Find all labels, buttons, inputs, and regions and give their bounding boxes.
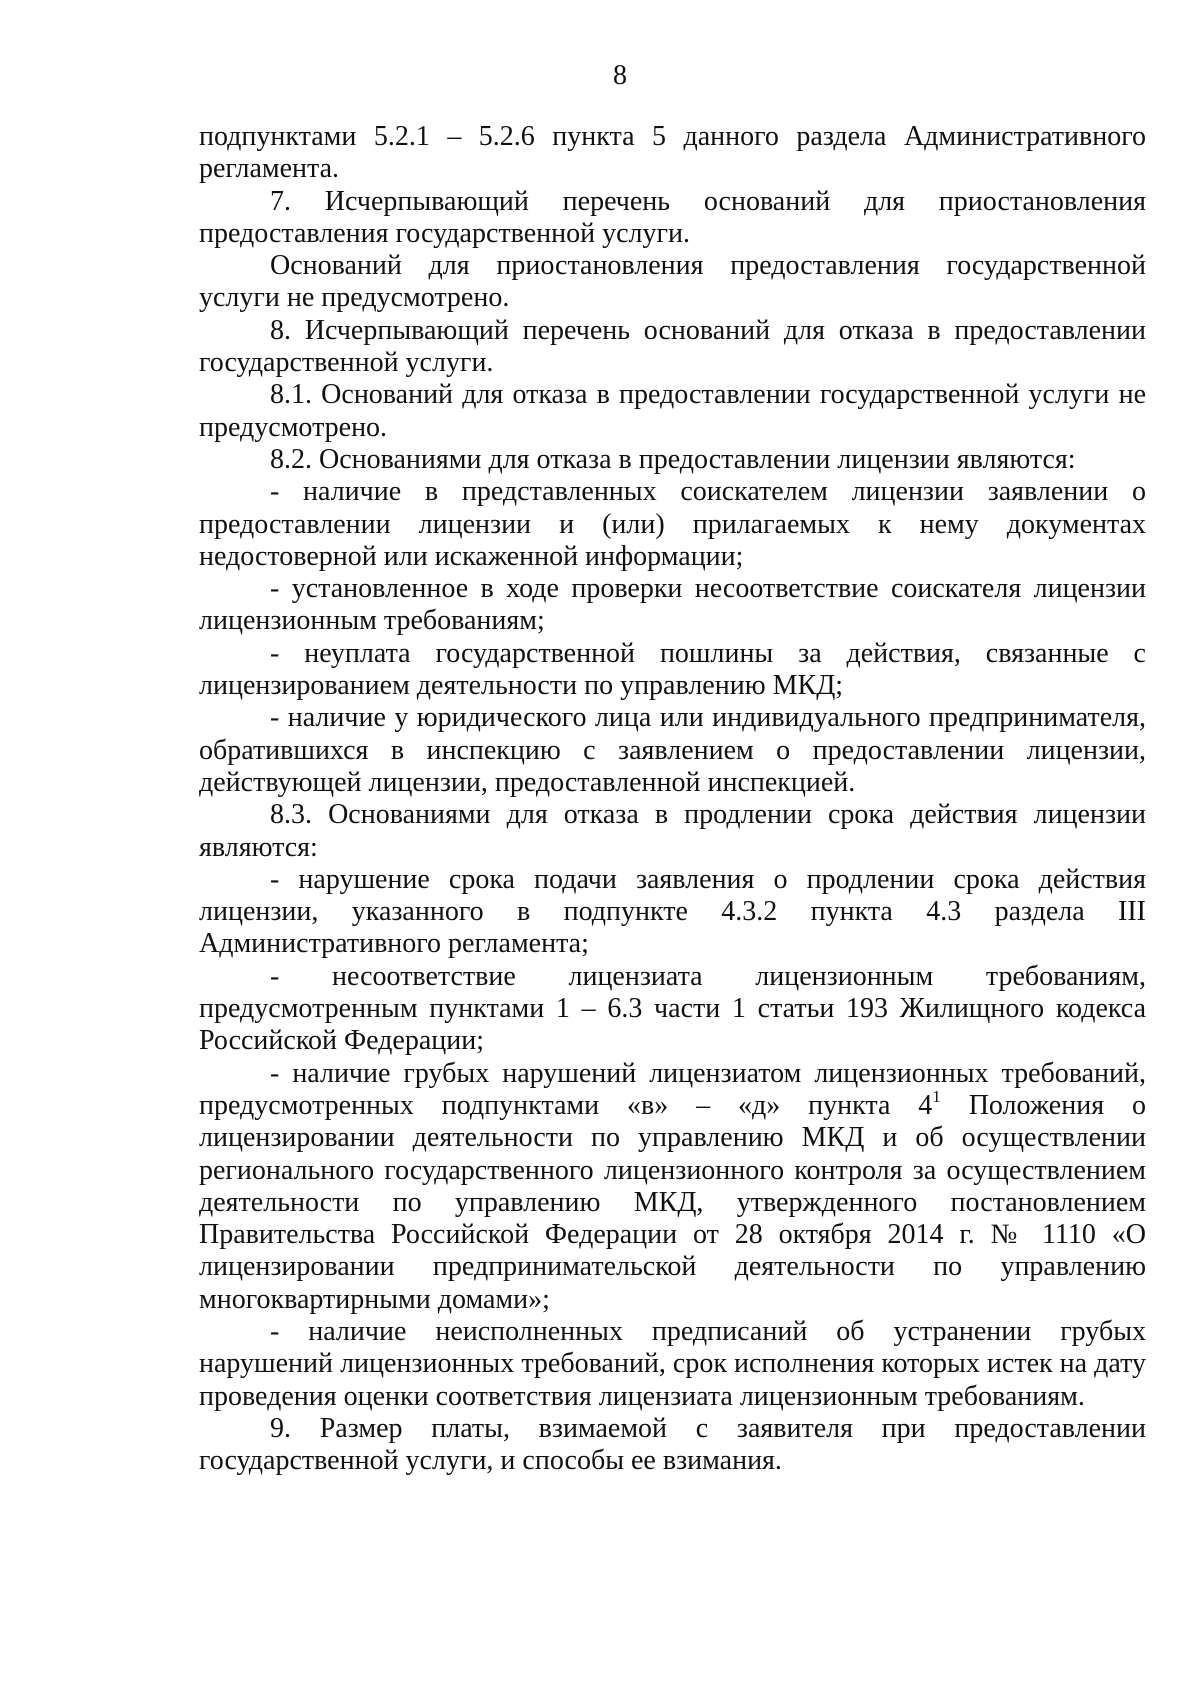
paragraph-section-8-3: 8.3. Основаниями для отказа в продлении срока действия лицензии являются: <box>199 799 1146 863</box>
list-item-8-2-b: - установленное в ходе проверки несоответствие соискателя лицензии лицензионным требованиям; <box>199 573 1146 637</box>
paragraph-section-7-heading: 7. Исчерпывающий перечень оснований для приостановления предоставления государственной услуги. <box>199 185 1146 249</box>
list-item-8-3-b: - несоответствие лицензиата лицензионным требованиям, предусмотренным пунктами 1 – 6.3 части 1 статьи 193 Жилищного кодекса Российской Федерации; <box>199 960 1146 1057</box>
list-item-8-3-c-text-after: Положения о лицензировании деятельности по управлению МКД и об осуществлении регионального государственного лицензионного контроля за осуществлением деятельности по управлению МКД, утвержденного постановлением Правительства Российской Федерации от 28 октября 2014 г. № 1110 «О лицензировании предпринимательской деятельности по управлению многоквартирными домами»; <box>199 1089 1146 1315</box>
superscript: 1 <box>932 1086 941 1106</box>
list-item-8-2-c: - неуплата государственной пошлины за действия, связанные с лицензированием деятельности по управлению МКД; <box>199 637 1146 702</box>
paragraph-section-8-heading: 8. Исчерпывающий перечень оснований для отказа в предоставлении государственной услуги. <box>199 314 1146 379</box>
paragraph-section-7-body: Оснований для приостановления предоставления государственной услуги не предусмотрено. <box>199 250 1146 314</box>
paragraph-continuation: подпунктами 5.2.1 – 5.2.6 пункта 5 данного раздела Административного регламента. <box>199 121 1146 185</box>
list-item-8-3-a: - нарушение срока подачи заявления о продлении срока действия лицензии, указанного в подпункте 4.3.2 пункта 4.3 раздела III Административного регламента; <box>199 863 1146 960</box>
list-item-8-2-a: - наличие в представленных соискателем лицензии заявлении о предоставлении лицензии и (или) прилагаемых к нему документах недостоверной или искаженной информации; <box>199 476 1146 572</box>
document-body <box>199 121 1146 1477</box>
list-item-8-3-c-text-before: - наличие грубых нарушений лицензиатом лицензионных требований, предусмотренных подпунктами «в» – «д» пункта 4 <box>199 1057 1146 1121</box>
list-item-8-3-d: - наличие неисполненных предписаний об устранении грубых нарушений лицензионных требований, срок исполнения которых истек на дату проведения оценки соответствия лицензиата лицензионным требованиям. <box>199 1315 1146 1412</box>
list-item-8-2-d: - наличие у юридического лица или индивидуального предпринимателя, обратившихся в инспекцию с заявлением о предоставлении лицензии, действующей лицензии, предоставленной инспекцией. <box>199 702 1146 798</box>
paragraph-section-8-2: 8.2. Основаниями для отказа в предоставлении лицензии являются: <box>270 443 1076 475</box>
page-number: 8 <box>613 60 627 91</box>
paragraph-section-8-1: 8.1. Оснований для отказа в предоставлении государственной услуги не предусмотрено. <box>199 379 1146 443</box>
paragraph-section-9-heading: 9. Размер платы, взимаемой с заявителя при предоставлении государственной услуги, и способы ее взимания. <box>199 1412 1146 1477</box>
list-item-8-3-c <box>199 1058 1146 1316</box>
